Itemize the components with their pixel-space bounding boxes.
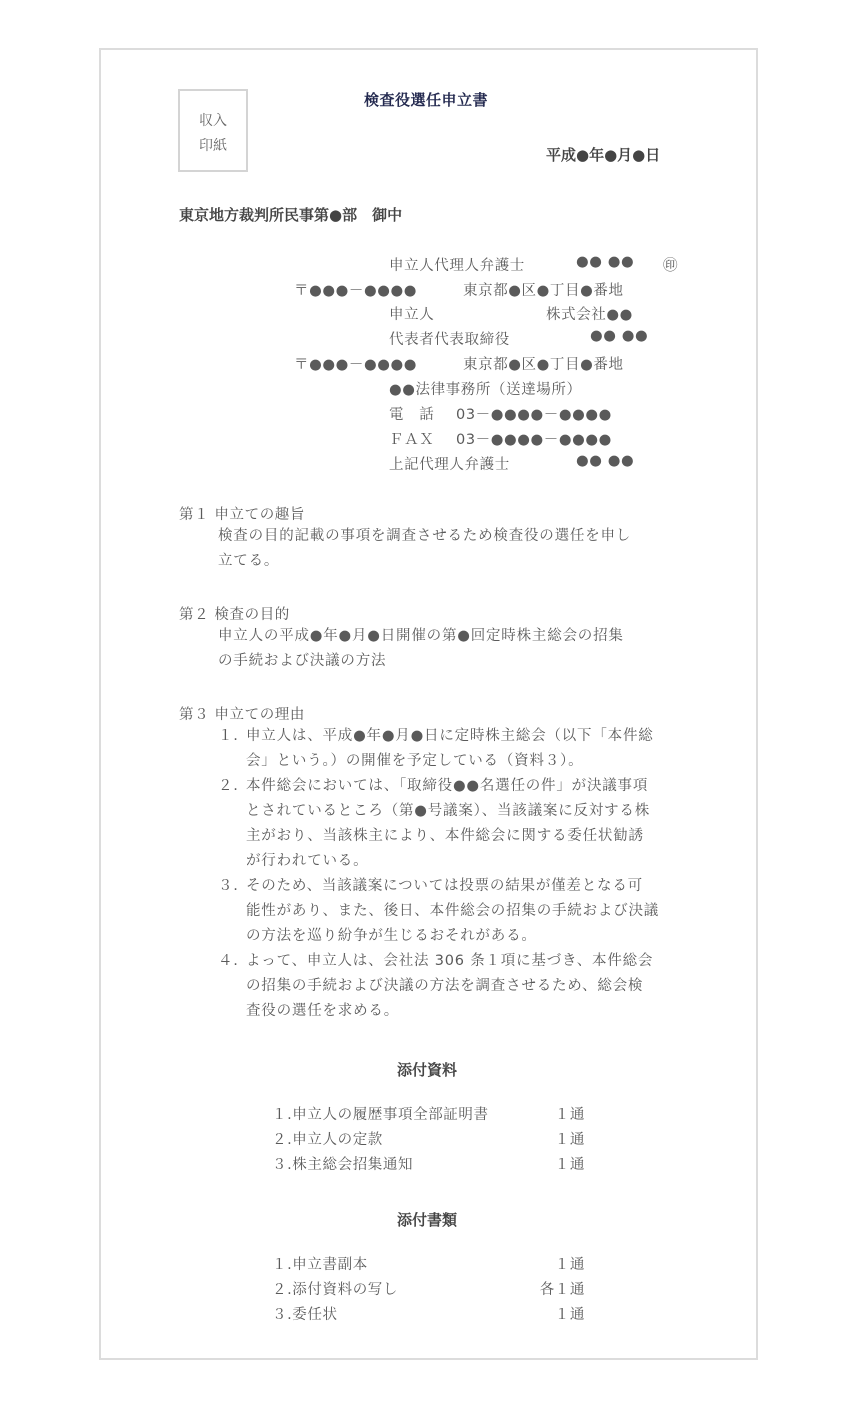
list-item-line: 本件総会においては、「取締役●●名選任の件」が決議事項 [246,778,649,794]
ceo-name: ●● ●● [590,328,649,344]
section-heading: 第３ 申立ての理由 [179,707,306,723]
section-heading: 第１ 申立ての趣旨 [179,507,306,523]
section-line: 申立人の平成●年●月●日開催の第●回定時株主総会の招集 [218,628,624,644]
law-office: ●●法律事務所（送達場所） [389,382,582,398]
list-item-line: 能性があり、また、後日、本件総会の招集の手続および決議 [246,903,660,919]
fax-number: 03－●●●●－●●●● [456,432,612,448]
fax-label: ＦＡＸ [389,432,435,448]
list-item-line: 主がおり、当該株主により、本件総会に関する委任状勧誘 [246,828,644,844]
list-item-line: そのため、当該議案については投票の結果が僅差となる可 [246,878,643,894]
above-lawyer-label: 上記代理人弁護士 [389,457,510,473]
list-item-line: 会」という。）の開催を予定している（資料３）。 [246,753,584,769]
list-item-number: ２. [218,778,239,794]
attachment-item-count: １通 [554,1107,585,1123]
tel-number: 03－●●●●－●●●● [456,407,612,423]
address1: 東京都●区●丁目●番地 [463,283,624,299]
stamp-label-line2: 印紙 [199,138,227,154]
address1-postal: 〒●●●－●●●● [294,283,417,299]
documents-heading: 添付書類 [397,1211,458,1229]
applicant-label: 申立人 [389,307,435,323]
stamp-label-line1: 収入 [199,113,227,129]
addressee: 東京地方裁判所民事第●部 御中 [179,206,403,224]
above-lawyer-name: ●● ●● [576,453,635,469]
tel-label: 電 話 [389,407,435,423]
list-item-line: とされているところ（第●号議案）、当該議案に反対する株 [246,803,650,819]
document-item-count: 各１通 [539,1282,585,1298]
address2-postal: 〒●●●－●●●● [294,357,417,373]
list-item-line: が行われている。 [246,853,369,869]
list-item-line: の招集の手続および決議の方法を調査させるため、総会検 [246,978,644,994]
attachment-item-label: ２.申立人の定款 [272,1132,383,1148]
list-item-line: よって、申立人は、会社法 306 条１項に基づき、本件総会 [246,953,654,969]
revenue-stamp-box [178,89,248,172]
section-line: 立てる。 [218,553,280,569]
list-item-number: ３. [218,878,239,894]
rep-lawyer-name: ●● ●● [576,254,635,270]
attachment-item-count: １通 [554,1157,585,1173]
document-item-label: ３.委任状 [272,1307,338,1323]
list-item-line: 申立人は、平成●年●月●日に定時株主総会（以下「本件総 [246,728,654,744]
section-heading: 第２ 検査の目的 [179,607,290,623]
ceo-label: 代表者代表取締役 [389,332,510,348]
document-item-label: １.申立書副本 [272,1257,368,1273]
rep-lawyer-label: 申立人代理人弁護士 [389,258,525,274]
list-item-line: の方法を巡り紛争が生じるおそれがある。 [246,928,537,944]
attachments-heading: 添付資料 [397,1061,458,1079]
document-item-count: １通 [554,1257,585,1273]
document-date: 平成●年●月●日 [546,146,661,164]
attachment-item-count: １通 [554,1132,585,1148]
address2: 東京都●区●丁目●番地 [463,357,624,373]
list-item-line: 査役の選任を求める。 [246,1003,399,1019]
seal-mark: ㊞ [663,258,679,274]
list-item-number: ４. [218,953,239,969]
document-item-count: １通 [554,1307,585,1323]
applicant-name: 株式会社●● [546,307,633,323]
document-title: 検査役選任申立書 [364,91,489,109]
section-line: の手続および決議の方法 [218,653,387,669]
section-line: 検査の目的記載の事項を調査させるため検査役の選任を申し [218,528,632,544]
document-item-label: ２.添付資料の写し [272,1282,399,1298]
attachment-item-label: １.申立人の履歴事項全部証明書 [272,1107,489,1123]
attachment-item-label: ３.株主総会招集通知 [272,1157,414,1173]
list-item-number: １. [218,728,239,744]
